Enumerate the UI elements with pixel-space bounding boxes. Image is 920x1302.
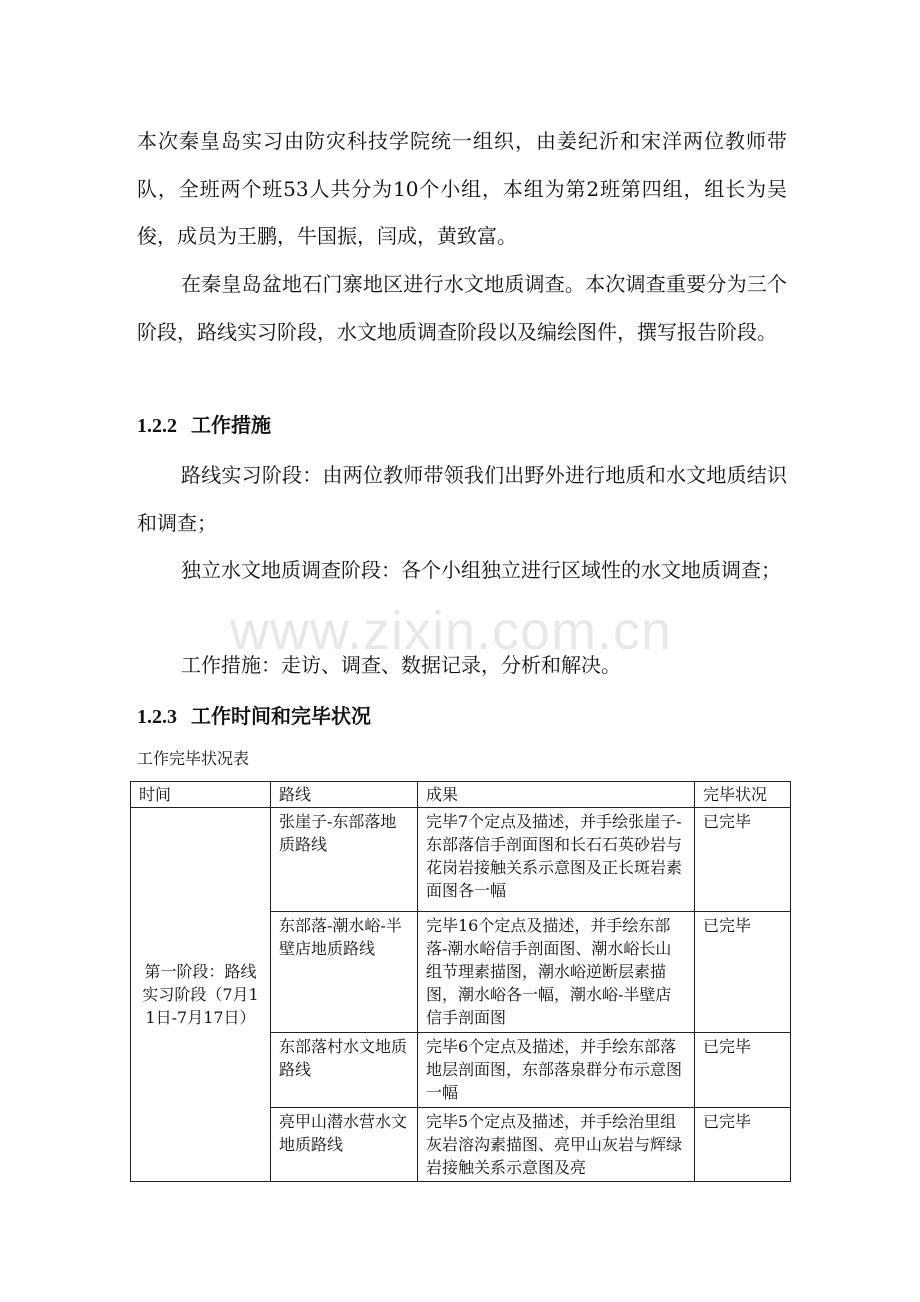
route-cell: 亮甲山潜水营水文地质路线 — [271, 1108, 418, 1182]
route-cell: 张崖子-东部落地质路线 — [271, 808, 418, 912]
header-time: 时间 — [131, 782, 271, 808]
section-number: 1.2.2 — [137, 415, 177, 437]
paragraph-group-info: 本次秦皇岛实习由防灾科技学院统一组织，由姜纪沂和宋洋两位教师带队，全班两个班53人共分为10个小组，本组为第2班第四组，组长为吴俊，成员为王鹏，牛国振，闫成，黄致富。 — [137, 129, 787, 248]
watermark: www.zixin.com.cn — [230, 601, 673, 661]
header-status: 完毕状况 — [695, 782, 791, 808]
result-cell: 完毕5个定点及描述，并手绘治里组灰岩溶沟素描图、亮甲山灰岩与辉绿岩接触关系示意图及亮 — [418, 1108, 695, 1182]
header-result: 成果 — [418, 782, 695, 808]
paragraph-independent-stage: 独立水文地质调查阶段：各个小组独立进行区域性的水文地质调查； — [181, 558, 781, 582]
status-cell: 已完毕 — [695, 1108, 791, 1182]
table-caption: 工作完毕状况表 — [137, 749, 250, 768]
section-heading-work-measures — [137, 411, 271, 440]
table-row — [131, 808, 791, 912]
status-cell: 已完毕 — [695, 1033, 791, 1108]
work-status-table — [130, 781, 791, 1182]
result-cell: 完毕16个定点及描述，并手绘东部落-潮水峪信手剖面图、潮水峪长山组节理素描图，潮水峪逆断层素描图，潮水峪各一幅，潮水峪-半壁店信手剖面图 — [418, 912, 695, 1033]
route-cell: 东部落村水文地质路线 — [271, 1033, 418, 1108]
stage-cell: 第一阶段：路线实习阶段（7月11日-7月17日） — [131, 808, 271, 1182]
paragraph-work-measures: 工作措施：走访、调查、数据记录，分析和解决。 — [181, 653, 621, 677]
section-title: 工作措施 — [191, 413, 271, 437]
result-cell: 完毕6个定点及描述，并手绘东部落地层剖面图，东部落泉群分布示意图一幅 — [418, 1033, 695, 1108]
section-number: 1.2.3 — [137, 706, 177, 728]
paragraph-route-stage: 路线实习阶段：由两位教师带领我们出野外进行地质和水文地质结识和调查； — [137, 463, 787, 535]
status-cell: 已完毕 — [695, 912, 791, 1033]
status-cell: 已完毕 — [695, 808, 791, 912]
section-title: 工作时间和完毕状况 — [191, 704, 371, 728]
table-header-row — [131, 782, 791, 808]
section-heading-work-time — [137, 702, 371, 731]
result-cell: 完毕7个定点及描述，并手绘张崖子-东部落信手剖面图和长石石英砂岩与花岗岩接触关系示意图及正长斑岩素面图各一幅 — [418, 808, 695, 912]
paragraph-survey-stages: 在秦皇岛盆地石门寨地区进行水文地质调查。本次调查重要分为三个阶段，路线实习阶段，水文地质调查阶段以及编绘图件，撰写报告阶段。 — [137, 272, 787, 344]
route-cell: 东部落-潮水峪-半壁店地质路线 — [271, 912, 418, 1033]
header-route: 路线 — [271, 782, 418, 808]
